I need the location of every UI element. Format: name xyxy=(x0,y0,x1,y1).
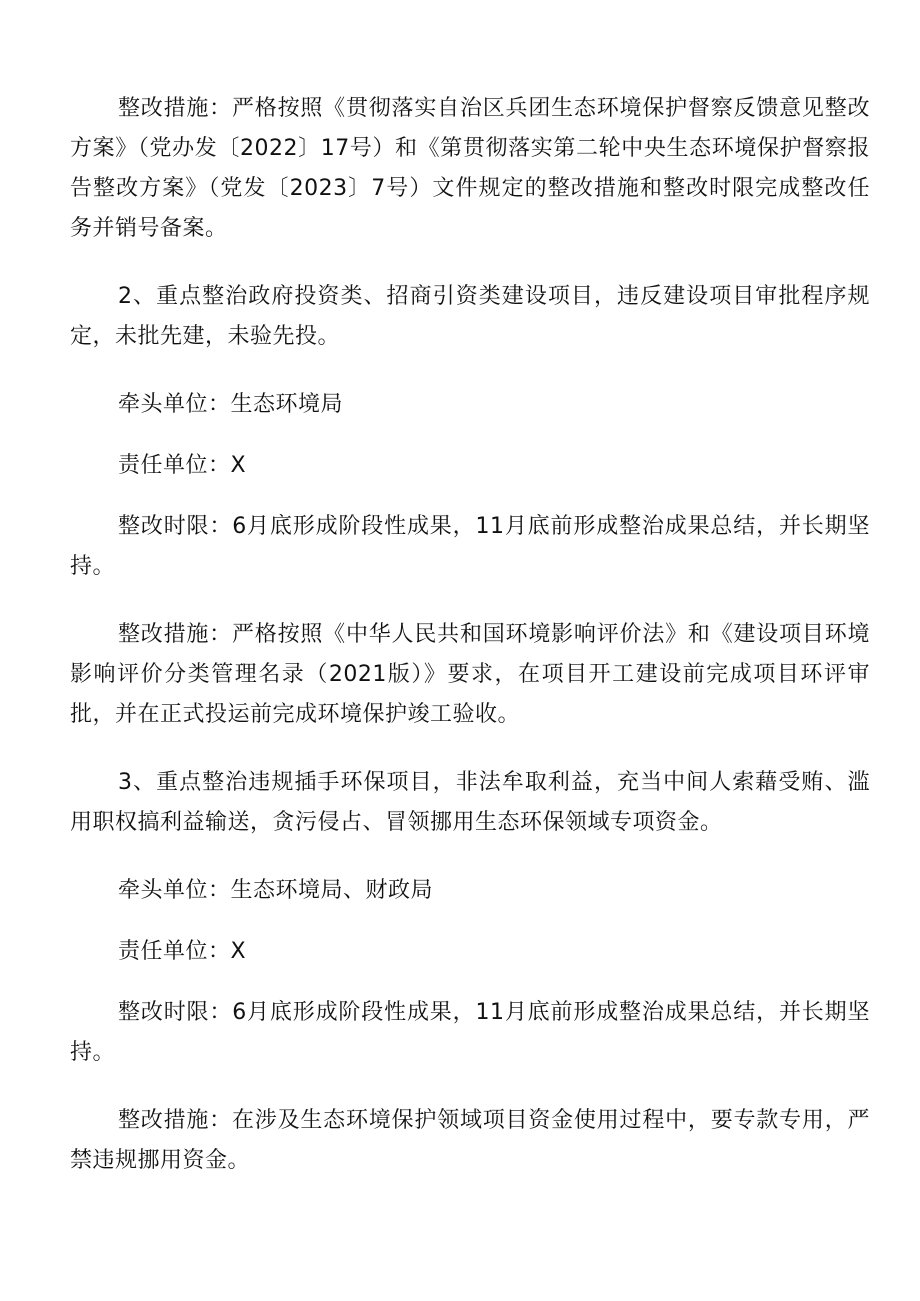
paragraph-item-2: 2、重点整治政府投资类、招商引资类建设项目，违反建设项目审批程序规定，未批先建，未验先投。 xyxy=(70,284,870,349)
paragraph-time-limit-2: 整改时限：6月底形成阶段性成果，11月底前形成整治成果总结，并长期坚持。 xyxy=(70,1000,870,1065)
paragraph-rectification-measures-2: 整改措施：严格按照《中华人民共和国环境影响评价法》和《建设项目环境影响评价分类管理名录（2021版）》要求，在项目开工建设前完成项目环评审批，并在正式投运前完成环境保护竣工验收。 xyxy=(70,622,870,727)
document-page xyxy=(70,89,870,1209)
paragraph-responsible-unit-2: 责任单位：X xyxy=(118,939,247,964)
paragraph-rectification-measures-3: 整改措施：在涉及生态环境保护领域项目资金使用过程中，要专款专用，严禁违规挪用资金。 xyxy=(70,1108,870,1173)
paragraph-lead-unit-1: 牵头单位：生态环境局 xyxy=(118,392,344,417)
paragraph-time-limit-1: 整改时限：6月底形成阶段性成果，11月底前形成整治成果总结，并长期坚持。 xyxy=(70,514,870,579)
paragraph-lead-unit-2: 牵头单位：生态环境局、财政局 xyxy=(118,878,434,903)
paragraph-rectification-measures-1: 整改措施：严格按照《贯彻落实自治区兵团生态环境保护督察反馈意见整改方案》（党办发〔2022〕17号）和《第贯彻落实第二轮中央生态环境保护督察报告整改方案》（党发〔2023〕7号）文件规定的整改措施和整改时限完成整改任务并销号备案。 xyxy=(70,96,870,241)
paragraph-responsible-unit-1: 责任单位：X xyxy=(118,453,247,478)
paragraph-item-3: 3、重点整治违规插手环保项目，非法牟取利益，充当中间人索藉受贿、滥用职权搞利益输送，贪污侵占、冒领挪用生态环保领域专项资金。 xyxy=(70,770,870,835)
